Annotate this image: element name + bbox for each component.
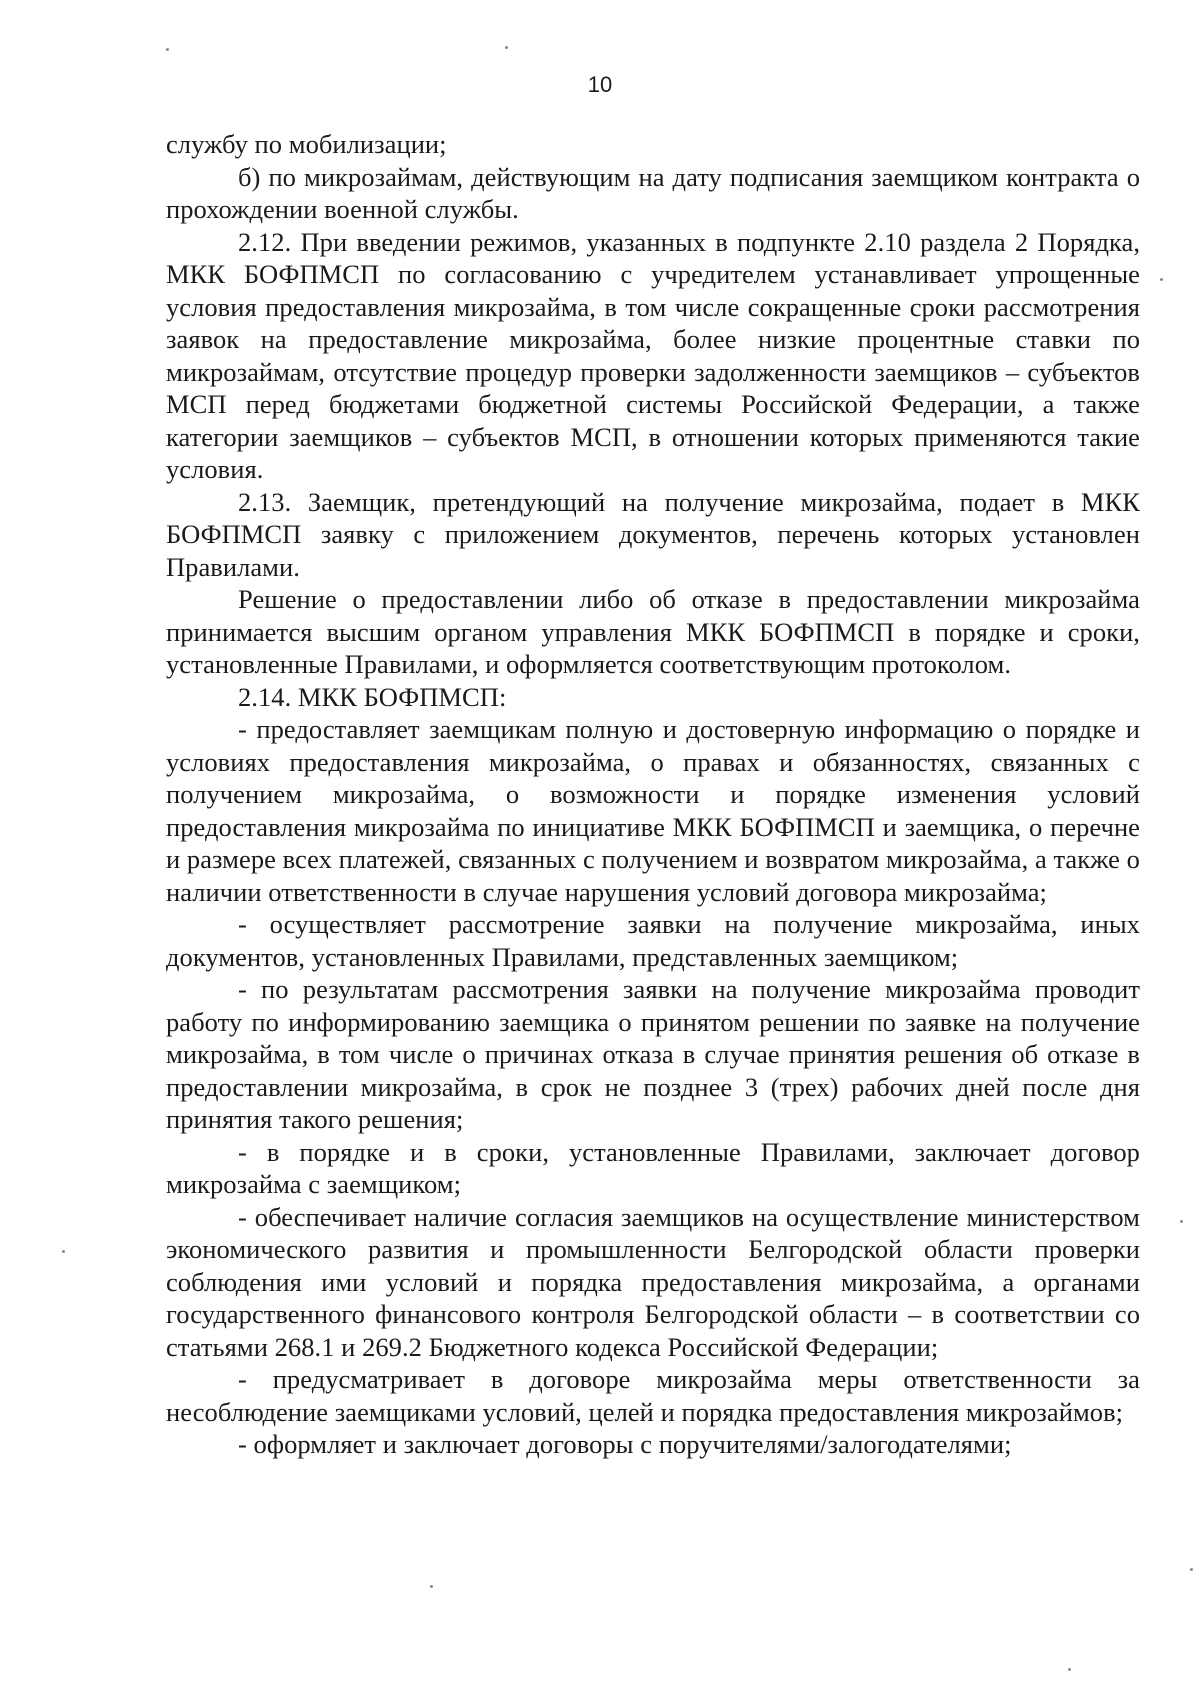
scan-speck xyxy=(1180,1220,1183,1223)
paragraph-2-14-heading: 2.14. МКК БОФПМСП: xyxy=(238,681,507,712)
scan-speck xyxy=(430,1585,433,1588)
paragraph-2-12: 2.12. При введении режимов, указанных в подпункте 2.10 раздела 2 Порядка, МКК БОФПМСП по согласованию с учредителем устанавливает упрощенные условия предоставления микрозайма, в том числе сокращенные сроки рассмотрения заявок на предоставление микрозайма, более низкие процентные ставки по микрозаймам, отсутствие процедур проверки задолженности заемщиков – субъектов МСП перед бюджетами бюджетной системы Российской Федерации, а также категории заемщиков – субъектов МСП, в отношении которых применяются такие условия. xyxy=(166,226,1140,484)
paragraph-continuation: службу по мобилизации; xyxy=(166,129,447,159)
paragraph-2-13: 2.13. Заемщик, претендующий на получение микрозайма, подает в МКК БОФПМСП заявку с приложением документов, перечень которых установлен Правилами. xyxy=(166,486,1140,582)
document-body xyxy=(166,128,1140,1461)
scan-speck xyxy=(1160,278,1163,281)
list-item-guarantor-contracts: - оформляет и заключает договоры с поручителями/залогодателями; xyxy=(238,1429,1012,1459)
list-item-provides-info: - предоставляет заемщикам полную и достоверную информацию о порядке и условиях предоставления микрозайма, о правах и обязанностях, связанных с получением микрозайма, о возможности и порядке изменения условий предоставления микрозайма по инициативе МКК БОФПМСП и заемщика, о перечне и размере всех платежей, связанных с получением и возвратом микрозайма, а также о наличии ответственности в случае нарушения условий договора микрозайма; xyxy=(166,714,1140,907)
paragraph-item-b: б) по микрозаймам, действующим на дату подписания заемщиком контракта о прохождении военной службы. xyxy=(166,161,1140,224)
scan-speck xyxy=(62,1250,65,1253)
scan-speck xyxy=(505,46,508,49)
list-item-reviews-application: - осуществляет рассмотрение заявки на получение микрозайма, иных документов, установленных Правилами, представленных заемщиком; xyxy=(166,909,1140,972)
scan-speck xyxy=(1068,1668,1071,1671)
page-number: 10 xyxy=(587,72,613,97)
paragraph-decision: Решение о предоставлении либо об отказе в предоставлении микрозайма принимается высшим органом управления МКК БОФПМСП в порядке и сроки, установленные Правилами, и оформляется соответствующим протоколом. xyxy=(166,584,1140,679)
list-item-informs-borrower: - по результатам рассмотрения заявки на получение микрозайма проводит работу по информированию заемщика о принятом решении по заявке на получение микрозайма, в том числе о причинах отказа в случае принятия решения об отказе в предоставлении микрозайма, в срок не позднее 3 (трех) рабочих дней после дня принятия такого решения; xyxy=(166,974,1140,1134)
scan-speck xyxy=(1190,1568,1193,1571)
list-item-ensures-consent: - обеспечивает наличие согласия заемщиков на осуществление министерством экономического развития и промышленности Белгородской области проверки соблюдения ими условий и порядка предоставления микрозайма, а органами государственного финансового контроля Белгородской области – в соответствии со статьями 268.1 и 269.2 Бюджетного кодекса Российской Федерации; xyxy=(166,1201,1140,1362)
list-item-liability-measures: - предусматривает в договоре микрозайма меры ответственности за несоблюдение заемщиками условий, целей и порядка предоставления микрозаймов; xyxy=(166,1364,1140,1427)
list-item-concludes-contract: - в порядке и в сроки, установленные Правилами, заключает договор микрозайма с заемщиком; xyxy=(166,1136,1140,1199)
scan-speck xyxy=(166,48,169,51)
